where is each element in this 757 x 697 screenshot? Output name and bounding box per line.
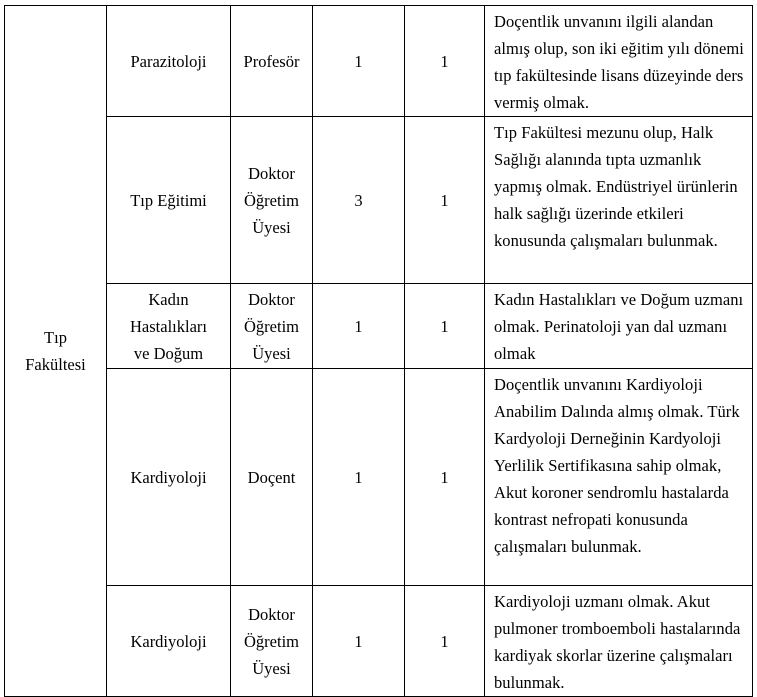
position-count: 1	[354, 316, 363, 336]
department-cell	[107, 369, 231, 586]
faculty-name: Tıp Fakültesi	[25, 328, 86, 374]
quota-cell	[405, 284, 485, 369]
requirements-cell	[485, 284, 753, 369]
title-cell	[231, 369, 313, 586]
requirements-cell	[485, 369, 753, 586]
faculty-cell	[5, 6, 107, 697]
count-cell	[313, 284, 405, 369]
table-row	[5, 369, 753, 586]
title-cell	[231, 284, 313, 369]
position-quota: 1	[440, 467, 449, 487]
requirements-text: Kadın Hastalıkları ve Doğum uzmanı olmak. Perinatoloji yan dal uzmanı olmak	[494, 290, 744, 363]
requirements-cell	[485, 586, 753, 697]
count-cell	[313, 117, 405, 284]
quota-cell	[405, 117, 485, 284]
academic-title: Doktor Öğretim Üyesi	[244, 604, 299, 678]
quota-cell	[405, 369, 485, 586]
department-name: Parazitoloji	[130, 51, 207, 71]
table-row	[5, 6, 753, 117]
academic-title: Profesör	[243, 51, 300, 71]
requirements-cell	[485, 6, 753, 117]
title-cell	[231, 586, 313, 697]
count-cell	[313, 369, 405, 586]
requirements-text: Kardiyoloji uzmanı olmak. Akut pulmoner tromboemboli hastalarında kardiyak skorlar üzerine çalışmaları bulunmak.	[494, 592, 741, 692]
count-cell	[313, 586, 405, 697]
position-count: 1	[354, 631, 363, 651]
department-cell	[107, 586, 231, 697]
position-quota: 1	[440, 51, 449, 71]
title-cell	[231, 6, 313, 117]
position-quota: 1	[440, 316, 449, 336]
requirements-text: Doçentlik unvanını Kardiyoloji Anabilim Dalında almış olmak. Türk Kardyoloji Derneğinin Kardyoloji Yerlilik Sertifikasına sahip olmak, Akut koroner sendromlu hastalarda kontrast nefropati konusunda çalışmaları bulunmak.	[494, 375, 740, 556]
academic-title: Doçent	[247, 467, 296, 487]
academic-title: Doktor Öğretim Üyesi	[244, 289, 299, 363]
quota-cell	[405, 586, 485, 697]
requirements-text: Doçentlik unvanını ilgili alandan almış olup, son iki eğitim yılı dönemi tıp fakültesinde lisans düzeyinde ders vermiş olmak.	[494, 12, 744, 112]
position-table	[4, 5, 753, 697]
position-count: 3	[354, 190, 363, 210]
position-count: 1	[354, 467, 363, 487]
requirements-cell	[485, 117, 753, 284]
title-cell	[231, 117, 313, 284]
table-row	[5, 284, 753, 369]
requirements-text: Tıp Fakültesi mezunu olup, Halk Sağlığı alanında tıpta uzmanlık yapmış olmak. Endüstriyel ürünlerin halk sağlığı üzerinde etkileri konusunda çalışmaları bulunmak.	[494, 123, 738, 250]
quota-cell	[405, 6, 485, 117]
position-quota: 1	[440, 190, 449, 210]
position-count: 1	[354, 51, 363, 71]
count-cell	[313, 6, 405, 117]
position-quota: 1	[440, 631, 449, 651]
table-row	[5, 117, 753, 284]
department-name: Tıp Eğitimi	[130, 190, 207, 210]
department-name: Kardiyoloji	[130, 467, 207, 487]
department-name: Kardiyoloji	[130, 631, 207, 651]
department-cell	[107, 6, 231, 117]
department-cell	[107, 284, 231, 369]
academic-title: Doktor Öğretim Üyesi	[244, 163, 299, 237]
department-cell	[107, 117, 231, 284]
table-row	[5, 586, 753, 697]
department-name: Kadın Hastalıkları ve Doğum	[130, 289, 207, 363]
